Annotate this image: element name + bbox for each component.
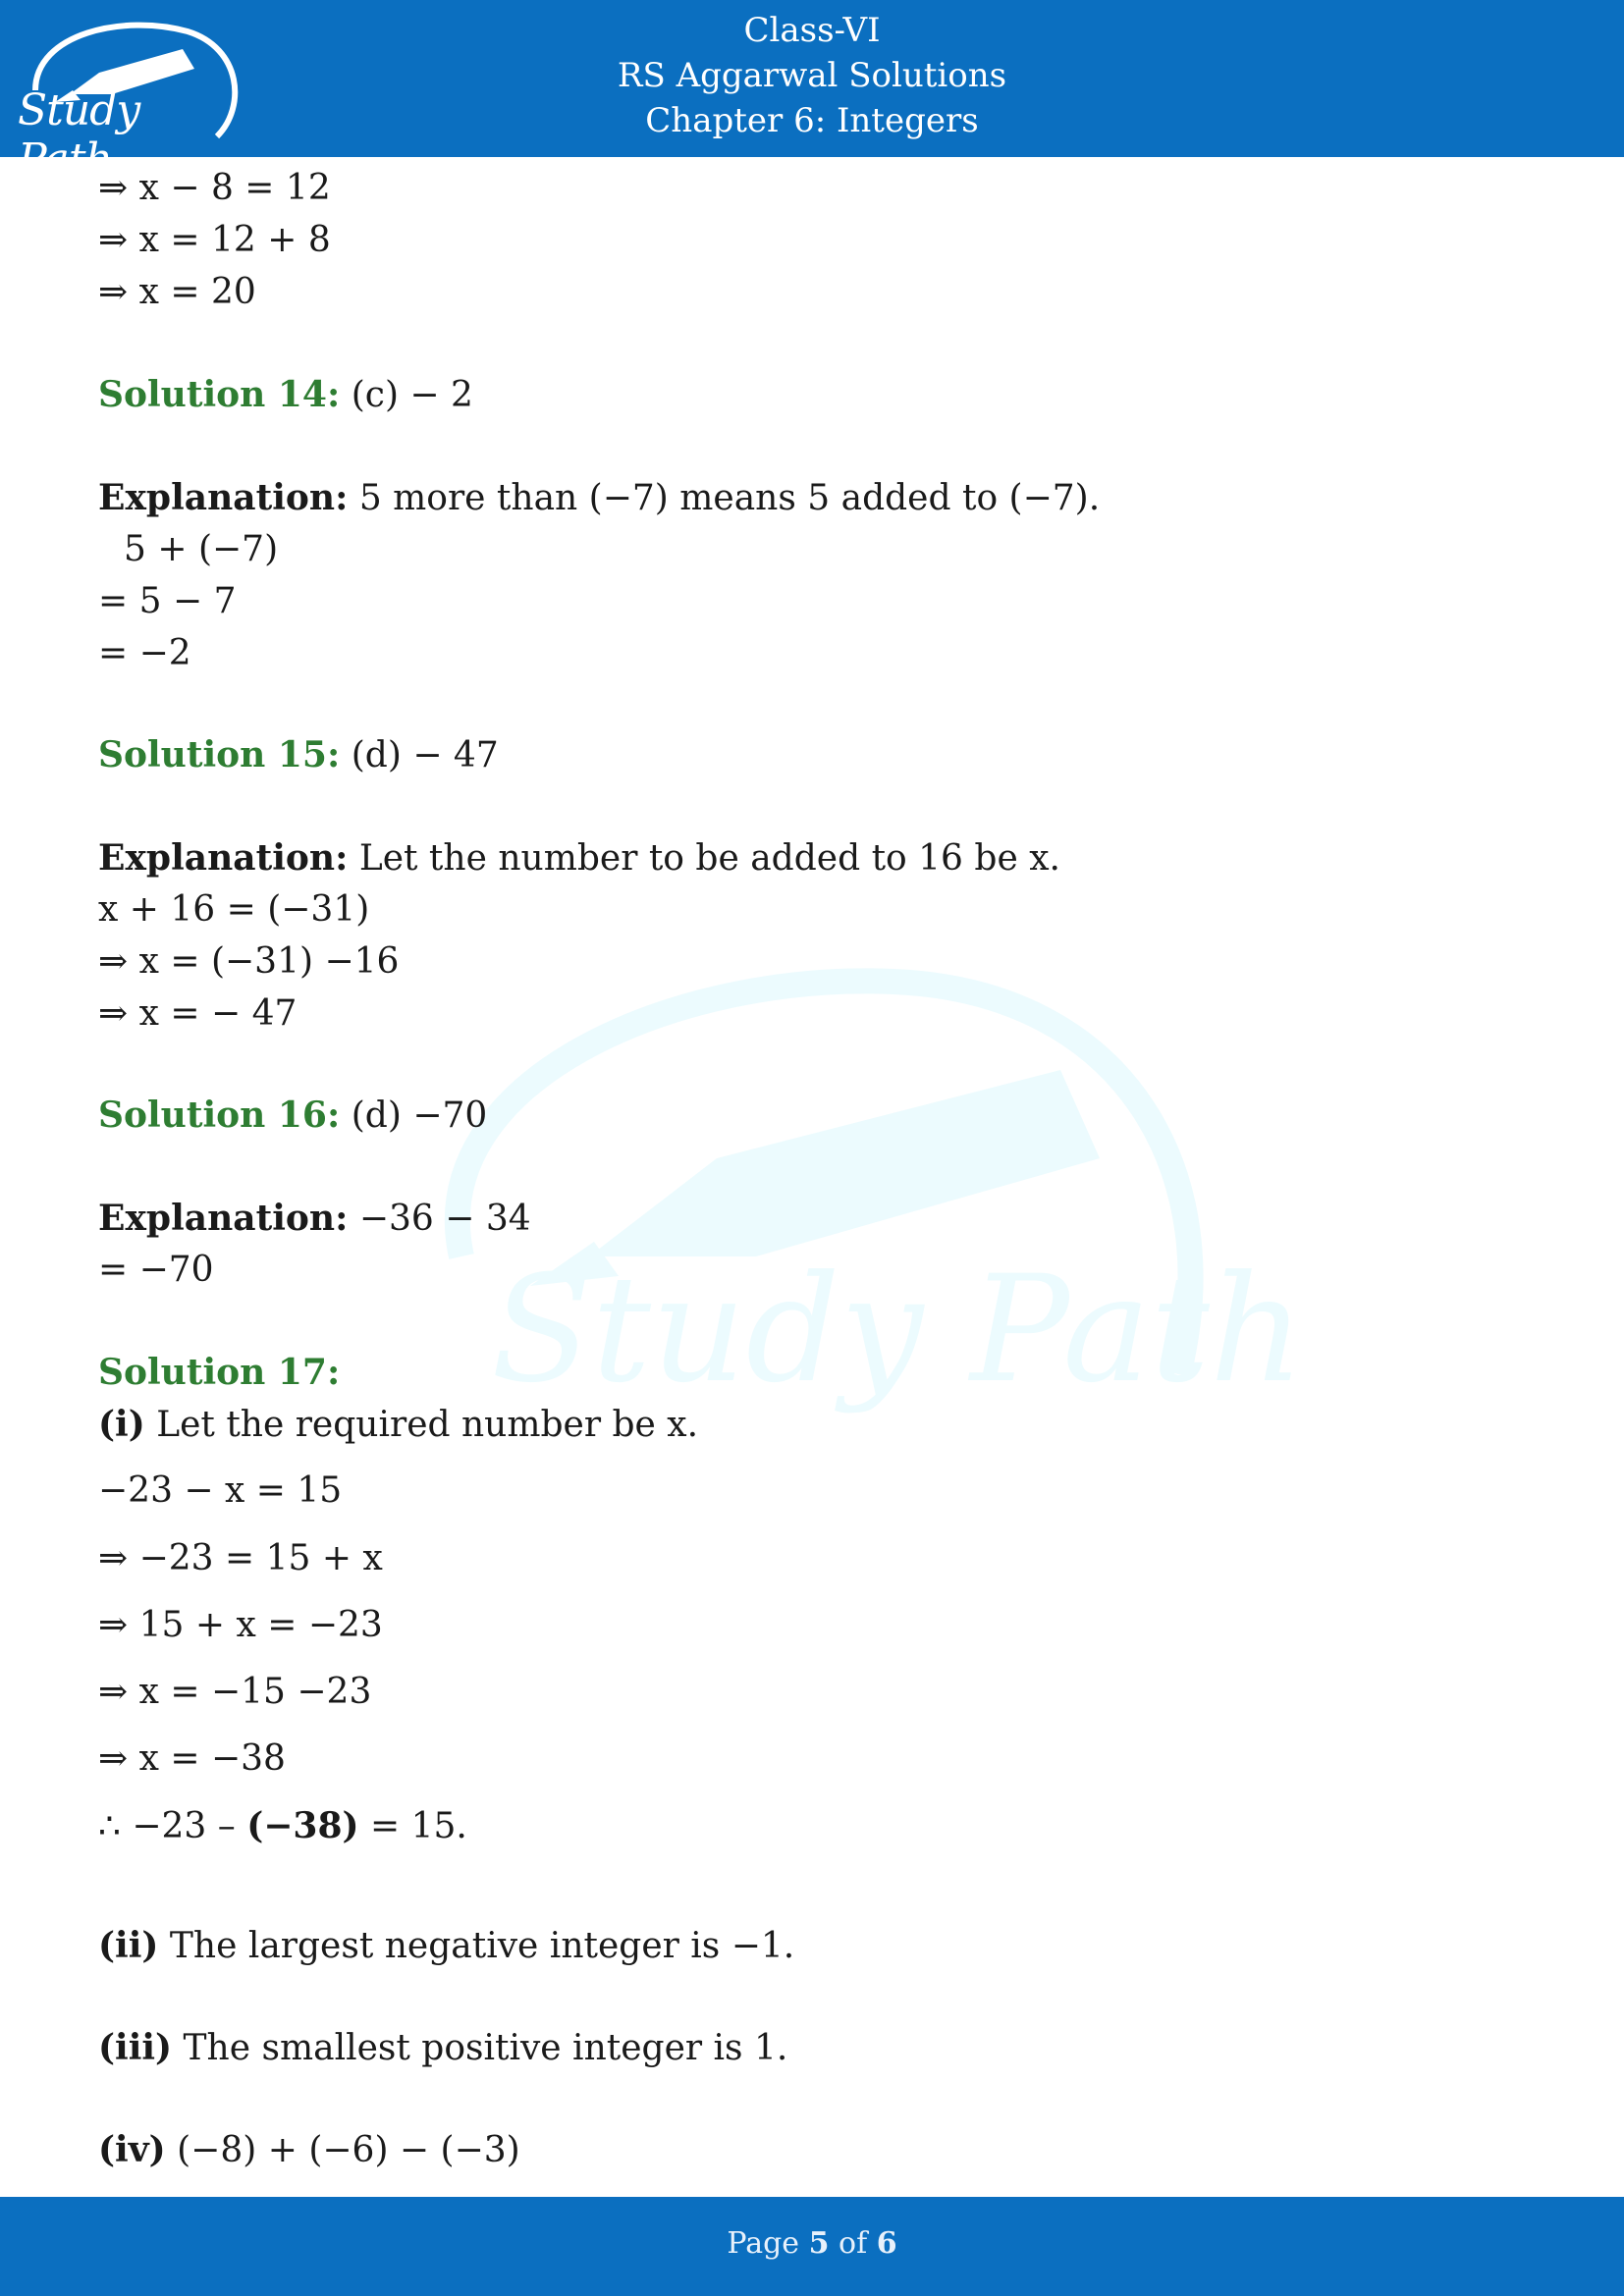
watermark-text: Study Path bbox=[491, 1245, 1305, 1415]
part-iii-label: (iii) bbox=[98, 2027, 173, 2068]
s15-step-2: ⇒ x = (−31) −16 bbox=[98, 941, 400, 982]
prev-step-3: ⇒ x = 20 bbox=[98, 272, 256, 312]
s15-step-3: ⇒ x = − 47 bbox=[98, 993, 298, 1034]
s17-step-4: ⇒ x = −15 −23 bbox=[98, 1672, 372, 1712]
s14-step-2: = 5 − 7 bbox=[98, 581, 237, 621]
solution-16-label: Solution 16: bbox=[98, 1095, 341, 1136]
part-ii-label: (ii) bbox=[98, 1925, 159, 1966]
part-i bbox=[98, 1403, 698, 1447]
solution-15 bbox=[98, 733, 499, 777]
part-iii bbox=[98, 2026, 787, 2070]
s17-conclusion-b: (−38) bbox=[246, 1805, 359, 1846]
prev-step-2: ⇒ x = 12 + 8 bbox=[98, 220, 331, 260]
explanation-16-label: Explanation: bbox=[98, 1198, 349, 1239]
s17-step-5: ⇒ x = −38 bbox=[98, 1738, 286, 1779]
s17-step-2: ⇒ −23 = 15 + x bbox=[98, 1538, 383, 1578]
s17-step-3: ⇒ 15 + x = −23 bbox=[98, 1605, 383, 1645]
part-ii bbox=[98, 1924, 794, 1968]
explanation-16 bbox=[98, 1197, 531, 1241]
solution-16 bbox=[98, 1094, 487, 1138]
s15-step-1: x + 16 = (−31) bbox=[98, 889, 370, 930]
s16-step-1: = −70 bbox=[98, 1250, 214, 1290]
s17-conclusion-c: = 15. bbox=[370, 1806, 467, 1846]
page-header bbox=[0, 0, 1624, 185]
solution-14 bbox=[98, 373, 473, 417]
explanation-15 bbox=[98, 836, 1060, 881]
part-iv-text: (−8) + (−6) − (−3) bbox=[177, 2130, 520, 2170]
part-i-text: Let the required number be x. bbox=[156, 1405, 699, 1445]
solution-14-answer: (c) − 2 bbox=[351, 375, 473, 415]
part-iv bbox=[98, 2128, 520, 2172]
book-title: RS Aggarwal Solutions bbox=[617, 56, 1007, 95]
page-word: Page bbox=[727, 2226, 800, 2261]
page-footer bbox=[0, 2197, 1624, 2296]
s17-conclusion-a: ∴ −23 – bbox=[98, 1806, 236, 1846]
page-number: 5 bbox=[808, 2226, 830, 2261]
solution-15-label: Solution 15: bbox=[98, 734, 341, 775]
solution-16-answer: (d) −70 bbox=[351, 1095, 488, 1136]
solution-14-label: Solution 14: bbox=[98, 374, 341, 415]
part-i-label: (i) bbox=[98, 1404, 145, 1445]
s14-step-3: = −2 bbox=[98, 633, 191, 673]
part-iv-label: (iv) bbox=[98, 2129, 166, 2170]
part-ii-text: The largest negative integer is −1. bbox=[169, 1926, 795, 1966]
page-total: 6 bbox=[876, 2226, 897, 2261]
s17-step-1: −23 − x = 15 bbox=[98, 1470, 343, 1511]
header-titles bbox=[0, 8, 1624, 143]
explanation-16-text: −36 − 34 bbox=[358, 1199, 531, 1239]
part-iii-text: The smallest positive integer is 1. bbox=[183, 2028, 788, 2068]
solution-15-answer: (d) − 47 bbox=[351, 735, 499, 775]
explanation-15-text: Let the number to be added to 16 be x. bbox=[358, 838, 1060, 879]
explanation-15-label: Explanation: bbox=[98, 837, 349, 879]
logo-text: Study Path bbox=[18, 85, 140, 185]
s14-step-1: 5 + (−7) bbox=[124, 529, 279, 569]
of-word: of bbox=[839, 2226, 868, 2261]
solution-17 bbox=[98, 1351, 340, 1395]
prev-step-1: ⇒ x − 8 = 12 bbox=[98, 168, 331, 208]
page-indicator bbox=[0, 2222, 1624, 2266]
explanation-14 bbox=[98, 476, 1100, 520]
s17-conclusion bbox=[98, 1804, 467, 1848]
explanation-14-label: Explanation: bbox=[98, 477, 349, 518]
chapter-title: Chapter 6: Integers bbox=[645, 101, 979, 140]
explanation-14-text: 5 more than (−7) means 5 added to (−7). bbox=[358, 478, 1101, 518]
class-title: Class-VI bbox=[743, 11, 881, 50]
solution-17-label: Solution 17: bbox=[98, 1352, 341, 1393]
